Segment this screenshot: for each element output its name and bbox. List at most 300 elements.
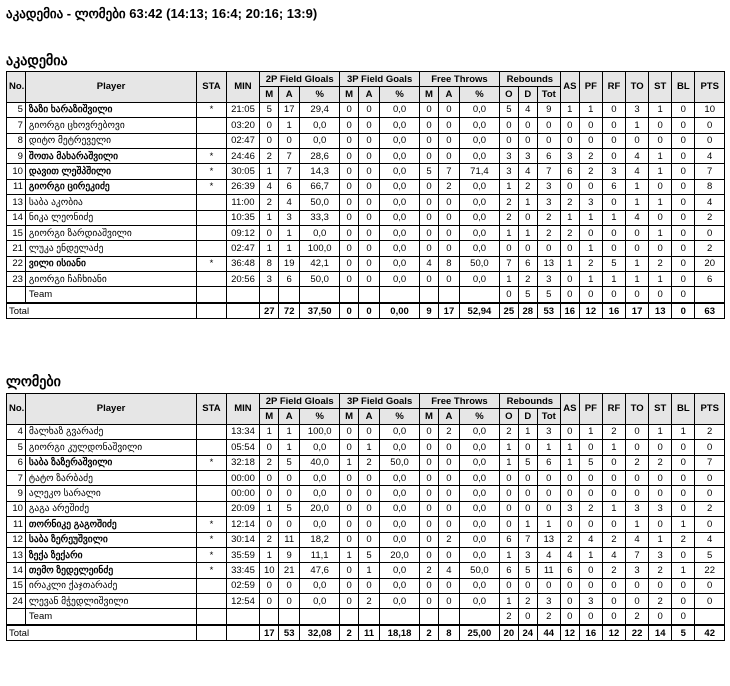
total-ftp: 25,00 [459,625,499,641]
stat-fg3m: 0 [340,486,359,501]
stat-fg3m: 0 [340,594,359,609]
stat-fg2a: 21 [279,563,300,578]
stat-as: 1 [560,256,579,271]
stat-fta: 0 [438,547,459,562]
stat-fg3m: 0 [340,578,359,593]
stat-to: 2 [626,609,649,625]
stat-fg2p: 66,7 [300,179,340,194]
minutes: 00:00 [226,486,260,501]
stat-ftp: 0,0 [459,517,499,532]
stat-fta: 0 [438,578,459,593]
stat-pf: 2 [579,148,602,163]
stat-tot: 0 [537,241,560,256]
empty-cell [420,287,439,303]
total-as: 12 [560,625,579,641]
player-name: დიტო მეტრეველი [25,133,196,148]
stat-to: 0 [626,578,649,593]
player-name: გიორგი კულდონაშვილი [25,440,196,455]
stat-o: 0 [499,578,518,593]
total-fta: 8 [438,625,459,641]
header-to: TO [626,394,649,425]
stat-st: 2 [649,563,672,578]
player-name: თემო ზედელეინძე [25,563,196,578]
team-row [7,287,725,303]
stat-fg2p: 20,0 [300,501,340,516]
stat-fg3m: 0 [340,563,359,578]
total-pf: 12 [579,303,602,319]
total-fg2p: 32,08 [300,625,340,641]
header-rebounds: Rebounds [499,72,560,87]
stat-to: 3 [626,501,649,516]
player-number: 14 [7,563,26,578]
stat-d: 6 [518,256,537,271]
stat-bl: 0 [672,148,695,163]
stat-st: 0 [649,118,672,133]
stat-d: 0 [518,440,537,455]
stat-fg2a: 6 [279,272,300,287]
stat-ftp: 0,0 [459,547,499,562]
stat-ftm: 0 [420,225,439,240]
stat-o: 0 [499,241,518,256]
total-o: 25 [499,303,518,319]
stat-fg3a: 0 [359,486,380,501]
stat-pf: 2 [579,164,602,179]
player-number: 10 [7,501,26,516]
stat-bl: 0 [672,547,695,562]
stat-d: 3 [518,547,537,562]
subheader-tot: Tot [537,409,560,424]
stat-tot: 0 [537,501,560,516]
stat-fg2p: 11,1 [300,547,340,562]
stat-fg3p: 0,0 [380,594,420,609]
subheader-m: M [420,409,439,424]
minutes: 09:12 [226,225,260,240]
header-2p-field-goals: 2P Field Gloals [260,72,340,87]
minutes: 30:05 [226,164,260,179]
stat-d: 2 [518,594,537,609]
stat-fg3a: 0 [359,225,380,240]
empty-cell [459,287,499,303]
stat-ftp: 0,0 [459,532,499,547]
stat-ftm: 0 [420,517,439,532]
empty-cell [279,609,300,625]
stat-rf: 1 [602,272,625,287]
player-number: 10 [7,164,26,179]
total-row [7,625,725,641]
player-row [7,179,725,194]
stat-pts: 0 [695,517,725,532]
stat-as: 0 [560,424,579,439]
stat-ftm: 0 [420,547,439,562]
stat-as: 0 [560,133,579,148]
stat-fg2a: 7 [279,148,300,163]
stat-ftm: 0 [420,133,439,148]
stat-as: 4 [560,547,579,562]
stat-ftm: 0 [420,440,439,455]
total-d: 28 [518,303,537,319]
stat-fg2m: 1 [260,241,279,256]
stat-fg3p: 0,0 [380,225,420,240]
stat-d: 5 [518,455,537,470]
stat-fg3m: 0 [340,241,359,256]
stat-fg3a: 0 [359,578,380,593]
stat-o: 0 [499,118,518,133]
starter-mark [197,486,226,501]
stat-ftp: 0,0 [459,272,499,287]
empty-cell [380,609,420,625]
total-fg2p: 37,50 [300,303,340,319]
header-bl: BL [672,72,695,103]
stat-d: 5 [518,563,537,578]
stat-fg2p: 33,3 [300,210,340,225]
subheader-o: O [499,409,518,424]
player-row [7,455,725,470]
stat-pf: 0 [579,578,602,593]
stat-st: 0 [649,133,672,148]
stat-bl: 0 [672,501,695,516]
header-as: AS [560,72,579,103]
stat-st: 1 [649,148,672,163]
stat-to: 4 [626,148,649,163]
stat-o: 1 [499,547,518,562]
stat-ftp: 0,0 [459,486,499,501]
header-row [7,72,725,87]
stat-to: 2 [626,455,649,470]
stat-o: 0 [499,517,518,532]
stat-bl: 0 [672,102,695,117]
stat-fg2a: 0 [279,578,300,593]
stat-d: 1 [518,517,537,532]
stat-tot: 11 [537,563,560,578]
minutes: 35:59 [226,547,260,562]
stat-bl: 0 [672,225,695,240]
total-fg3m: 0 [340,303,359,319]
stat-fg2p: 40,0 [300,455,340,470]
player-row [7,148,725,163]
player-number: 4 [7,424,26,439]
stat-o: 2 [499,210,518,225]
stat-fta: 0 [438,102,459,117]
stat-d: 1 [518,424,537,439]
subheader-a: A [279,409,300,424]
stat-rf: 0 [602,148,625,163]
stat-fg2a: 4 [279,195,300,210]
stat-fg3p: 0,0 [380,578,420,593]
stat-fg2p: 29,4 [300,102,340,117]
stat-fg2m: 8 [260,256,279,271]
stat-ftp: 0,0 [459,424,499,439]
stat-fg3p: 0,0 [380,179,420,194]
stat-st: 1 [649,424,672,439]
starter-mark: * [197,164,226,179]
stat-o: 5 [499,102,518,117]
subheader-m: M [340,87,359,102]
stat-pf: 1 [579,102,602,117]
empty-cell [438,609,459,625]
stat-pf: 1 [579,547,602,562]
player-name: დავით ლეშპშილი [25,164,196,179]
player-row [7,241,725,256]
minutes: 11:00 [226,195,260,210]
stat-d: 4 [518,102,537,117]
stat-st: 1 [649,164,672,179]
stat-to: 0 [626,241,649,256]
stat-tot: 2 [537,609,560,625]
empty-cell [260,609,279,625]
stat-ftp: 71,4 [459,164,499,179]
empty-cell [695,609,725,625]
stat-fg2a: 1 [279,241,300,256]
total-row [7,303,725,319]
stat-fg2m: 1 [260,164,279,179]
total-st: 14 [649,625,672,641]
stat-ftm: 0 [420,424,439,439]
stat-st: 0 [649,470,672,485]
empty-cell [197,609,226,625]
stat-tot: 0 [537,133,560,148]
stat-tot: 0 [537,118,560,133]
stat-as: 2 [560,532,579,547]
box-score-table-home [6,71,725,319]
stat-fg2a: 11 [279,532,300,547]
stat-d: 0 [518,501,537,516]
player-name: გიორგი ზარდიაშვილი [25,225,196,240]
player-number: 11 [7,179,26,194]
stat-fg2a: 0 [279,133,300,148]
stat-fta: 0 [438,594,459,609]
stat-bl: 0 [672,594,695,609]
stat-st: 1 [649,532,672,547]
header-no: No. [7,72,26,103]
player-name: ვილი ისიანი [25,256,196,271]
starter-mark [197,501,226,516]
stat-o: 3 [499,164,518,179]
player-number: 13 [7,547,26,562]
subheader-a: A [438,409,459,424]
player-row [7,486,725,501]
stat-st: 1 [649,225,672,240]
stat-fg2p: 0,0 [300,118,340,133]
stat-pts: 22 [695,563,725,578]
header-3p-field-goals: 3P Field Goals [340,72,420,87]
stat-fta: 0 [438,210,459,225]
stat-fta: 0 [438,501,459,516]
header-rf: RF [602,394,625,425]
player-number: 5 [7,102,26,117]
player-name: ზექა ზექარი [25,547,196,562]
minutes: 00:00 [226,470,260,485]
subheader-pct: % [459,87,499,102]
minutes: 02:59 [226,578,260,593]
player-name: საბა ზერეუშვილი [25,532,196,547]
total-d: 24 [518,625,537,641]
stat-tot: 0 [537,470,560,485]
total-fg3a: 11 [359,625,380,641]
stat-fg2m: 0 [260,486,279,501]
stat-fg2a: 1 [279,118,300,133]
stat-tot: 5 [537,287,560,303]
empty-cell [359,609,380,625]
stat-fg3p: 0,0 [380,256,420,271]
player-row [7,470,725,485]
stat-fta: 4 [438,563,459,578]
stat-pts: 2 [695,501,725,516]
stat-to: 3 [626,563,649,578]
header-min: MIN [226,72,260,103]
header-player: Player [25,72,196,103]
stat-rf: 4 [602,547,625,562]
stat-fg3p: 0,0 [380,210,420,225]
stat-ftp: 0,0 [459,470,499,485]
subheader-a: A [359,409,380,424]
subheader-a: A [279,87,300,102]
starter-mark [197,272,226,287]
stat-tot: 6 [537,148,560,163]
team-row-label: Team [25,609,196,625]
stat-fg3a: 0 [359,532,380,547]
stat-fg2p: 50,0 [300,272,340,287]
stat-d: 3 [518,148,537,163]
stat-ftp: 0,0 [459,594,499,609]
stat-fta: 0 [438,241,459,256]
player-row [7,563,725,578]
empty-cell [197,625,226,641]
stat-pf: 1 [579,241,602,256]
stat-pts: 0 [695,578,725,593]
stat-tot: 6 [537,455,560,470]
stat-o: 0 [499,133,518,148]
stat-rf: 3 [602,164,625,179]
header-to: TO [626,72,649,103]
stat-fg2m: 5 [260,102,279,117]
stat-tot: 4 [537,547,560,562]
stat-fg2m: 0 [260,118,279,133]
total-pts: 63 [695,303,725,319]
starter-mark: * [197,179,226,194]
empty-cell [438,287,459,303]
empty-cell [7,609,26,625]
subheader-pct: % [380,409,420,424]
stat-rf: 1 [602,210,625,225]
player-number: 22 [7,256,26,271]
minutes: 24:46 [226,148,260,163]
header-min: MIN [226,394,260,425]
stat-pf: 0 [579,517,602,532]
stat-ftp: 0,0 [459,195,499,210]
stat-rf: 0 [602,118,625,133]
stat-rf: 0 [602,578,625,593]
stat-tot: 7 [537,164,560,179]
minutes: 10:35 [226,210,260,225]
stat-as: 1 [560,210,579,225]
stat-fta: 0 [438,272,459,287]
stat-fg2p: 0,0 [300,470,340,485]
minutes: 03:20 [226,118,260,133]
stat-pf: 3 [579,195,602,210]
stat-fg3m: 0 [340,164,359,179]
stat-ftm: 2 [420,563,439,578]
total-to: 22 [626,625,649,641]
header-3p-field-goals: 3P Field Goals [340,394,420,409]
stat-o: 1 [499,440,518,455]
player-number: 8 [7,133,26,148]
stat-rf: 1 [602,440,625,455]
stat-d: 2 [518,272,537,287]
total-fg2a: 53 [279,625,300,641]
stat-as: 0 [560,594,579,609]
stat-to: 4 [626,210,649,225]
stat-tot: 13 [537,532,560,547]
starter-mark [197,470,226,485]
total-fg2m: 17 [260,625,279,641]
stat-fg3m: 0 [340,118,359,133]
minutes: 36:48 [226,256,260,271]
stat-ftm: 4 [420,256,439,271]
stat-ftp: 0,0 [459,225,499,240]
player-name: ირაკლი ქაჯთარაძე [25,578,196,593]
stat-as: 0 [560,272,579,287]
minutes: 32:18 [226,455,260,470]
total-fta: 17 [438,303,459,319]
stat-pf: 2 [579,501,602,516]
stat-fg3a: 0 [359,179,380,194]
stat-bl: 0 [672,179,695,194]
stat-pts: 0 [695,118,725,133]
stat-fg3m: 0 [340,195,359,210]
header-pts: PTS [695,394,725,425]
stat-st: 0 [649,486,672,501]
stat-fta: 2 [438,424,459,439]
stat-fta: 8 [438,256,459,271]
starter-mark [197,118,226,133]
empty-cell [260,287,279,303]
stat-pts: 0 [695,594,725,609]
stat-as: 0 [560,241,579,256]
stat-st: 0 [649,287,672,303]
player-name: ლევან მჭედლიშვილი [25,594,196,609]
total-pts: 42 [695,625,725,641]
player-row [7,517,725,532]
subheader-o: O [499,87,518,102]
stat-fg2m: 0 [260,578,279,593]
player-number: 11 [7,517,26,532]
stat-pf: 0 [579,287,602,303]
empty-cell [226,303,260,319]
stat-fta: 0 [438,455,459,470]
stat-fg3a: 5 [359,547,380,562]
total-label: Total [7,303,197,319]
starter-mark [197,440,226,455]
stat-pts: 0 [695,470,725,485]
header-free-throws: Free Throws [420,394,500,409]
stat-o: 0 [499,486,518,501]
stat-rf: 0 [602,486,625,501]
stat-fta: 2 [438,179,459,194]
stat-st: 1 [649,272,672,287]
stat-ftm: 5 [420,164,439,179]
stat-fg3a: 0 [359,517,380,532]
total-to: 17 [626,303,649,319]
stat-o: 2 [499,195,518,210]
stat-ftm: 0 [420,486,439,501]
stat-as: 1 [560,455,579,470]
stat-tot: 2 [537,225,560,240]
stat-rf: 0 [602,470,625,485]
player-number: 15 [7,578,26,593]
stat-fg3p: 0,0 [380,532,420,547]
stat-pf: 0 [579,118,602,133]
stat-fg3p: 0,0 [380,501,420,516]
